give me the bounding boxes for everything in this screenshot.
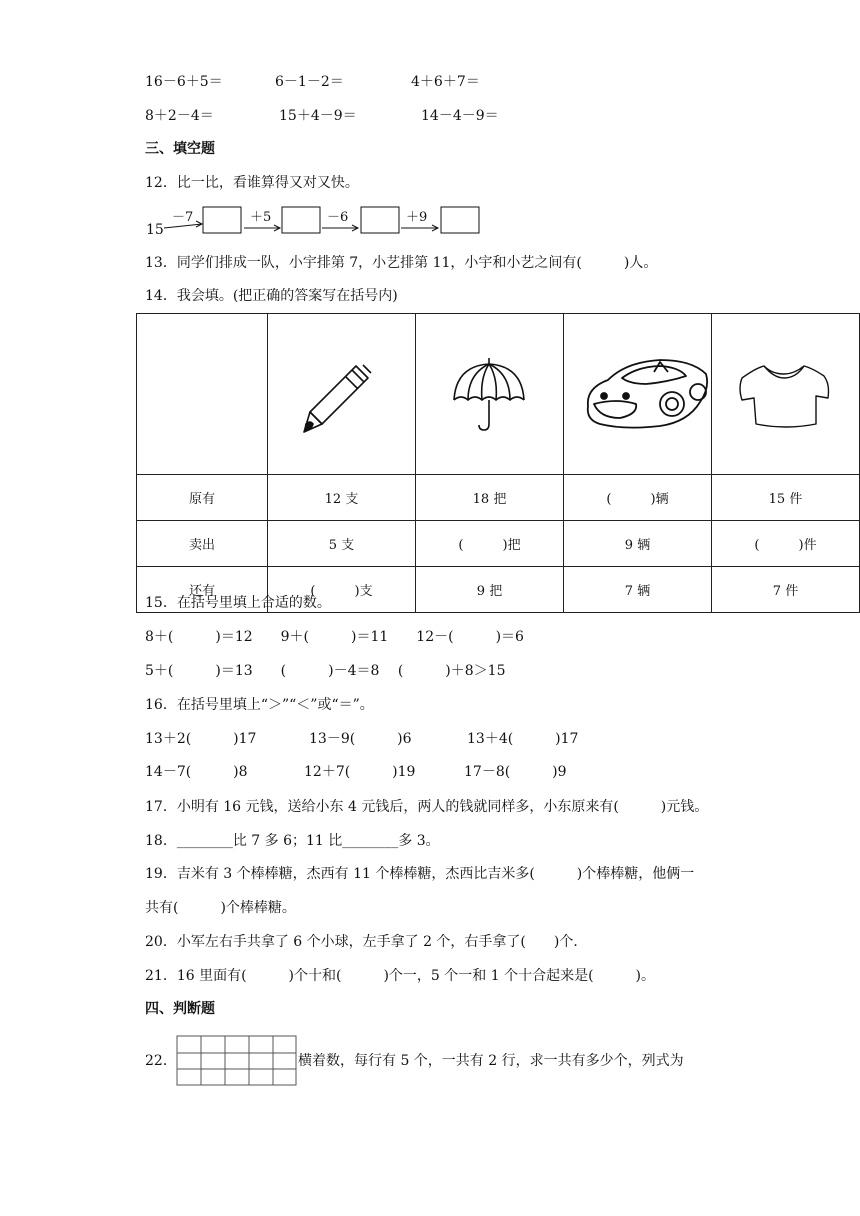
question-20: 20．小军左右手共拿了 6 个小球，左手拿了 2 个，右手拿了( )个．	[145, 934, 588, 950]
chain-op: ＋9	[406, 210, 428, 225]
table-cell: 9 把	[416, 567, 564, 613]
pencil-icon	[268, 344, 415, 444]
table-cell	[137, 314, 268, 475]
table-cell: ( )把	[416, 521, 564, 567]
compare-item: 13＋2( )17	[145, 731, 257, 747]
table-cell	[268, 314, 416, 475]
car-icon	[564, 344, 711, 444]
arrow-chain	[146, 204, 486, 240]
question-13: 13．同学们排成一队，小宇排第 7，小艺排第 11，小宇和小艺之间有( )人。	[145, 255, 658, 271]
table-cell	[712, 314, 860, 475]
shirt-icon	[712, 344, 859, 444]
calc-item: 14－4－9＝	[421, 108, 499, 124]
chain-op: －6	[327, 210, 349, 225]
section-title: 三、填空题	[145, 141, 215, 157]
chain-op: －7	[172, 210, 194, 225]
arrow-chain-icon	[146, 204, 486, 240]
table-cell: 18 把	[416, 475, 564, 521]
question-22-text: 横着数，每行有 5 个，一共有 2 行，求一共有多少个，列式为	[298, 1053, 684, 1069]
question-18: 18．________比 7 多 6；11 比________多 3。	[145, 833, 440, 849]
table-cell: 9 辆	[564, 521, 712, 567]
question-16: 16．在括号里填上“＞”“＜”或“＝”。	[145, 697, 374, 713]
table-cell: ( )件	[712, 521, 860, 567]
table-row	[137, 521, 860, 567]
question-19: 19．吉米有 3 个棒棒糖，杰西有 11 个棒棒糖，杰西比吉米多( )个棒棒糖，他俩一	[145, 866, 695, 882]
compare-item: 14－7( )8	[145, 764, 248, 780]
table-cell: 12 支	[268, 475, 416, 521]
table-row	[137, 475, 860, 521]
row-label: 原有	[137, 475, 268, 521]
table-cell	[564, 314, 712, 475]
table-row	[137, 314, 860, 475]
question-19-cont: 共有( )个棒棒糖。	[145, 900, 296, 916]
q14-table	[136, 313, 860, 613]
umbrella-icon	[416, 344, 563, 444]
table-cell: 15 件	[712, 475, 860, 521]
section-title: 四、判断题	[145, 1001, 215, 1017]
compare-item: 12＋7( )19	[304, 764, 416, 780]
table-cell: ( )辆	[564, 475, 712, 521]
q15-line: 8＋( )＝12 9＋( )＝11 12－( )＝6	[145, 629, 524, 645]
compare-item: 13－9( )6	[309, 731, 412, 747]
compare-item: 13＋4( )17	[467, 731, 579, 747]
q15-line: 5＋( )＝13 ( )－4＝8 ( )＋8＞15	[145, 663, 506, 679]
question-21: 21．16 里面有( )个十和( )个一，5 个一和 1 个十合起来是( )。	[145, 968, 656, 984]
table-cell: 7 件	[712, 567, 860, 613]
calc-item: 15＋4－9＝	[279, 108, 357, 124]
chain-op: ＋5	[250, 210, 272, 225]
calc-item: 6－1－2＝	[275, 74, 344, 90]
compare-item: 17－8( )9	[464, 764, 567, 780]
question-22-number: 22．	[145, 1053, 177, 1069]
question-12: 12．比一比，看谁算得又对又快。	[145, 175, 359, 191]
question-17: 17．小明有 16 元钱，送给小东 4 元钱后，两人的钱就同样多，小东原来有( )元钱。	[145, 799, 709, 815]
grid-icon	[176, 1035, 298, 1087]
chain-start: 15	[146, 222, 164, 238]
table-cell	[416, 314, 564, 475]
row-label: 还有	[137, 567, 268, 613]
calc-item: 8＋2－4＝	[145, 108, 214, 124]
table-cell: 7 辆	[564, 567, 712, 613]
calc-item: 4＋6＋7＝	[411, 74, 480, 90]
question-14: 14．我会填。(把正确的答案写在括号内)	[145, 288, 398, 304]
table-cell: ( )支	[268, 567, 416, 613]
question-15: 15．在括号里填上合适的数。	[145, 595, 331, 611]
row-label: 卖出	[137, 521, 268, 567]
calc-item: 16－6＋5＝	[145, 74, 223, 90]
table-cell: 5 支	[268, 521, 416, 567]
